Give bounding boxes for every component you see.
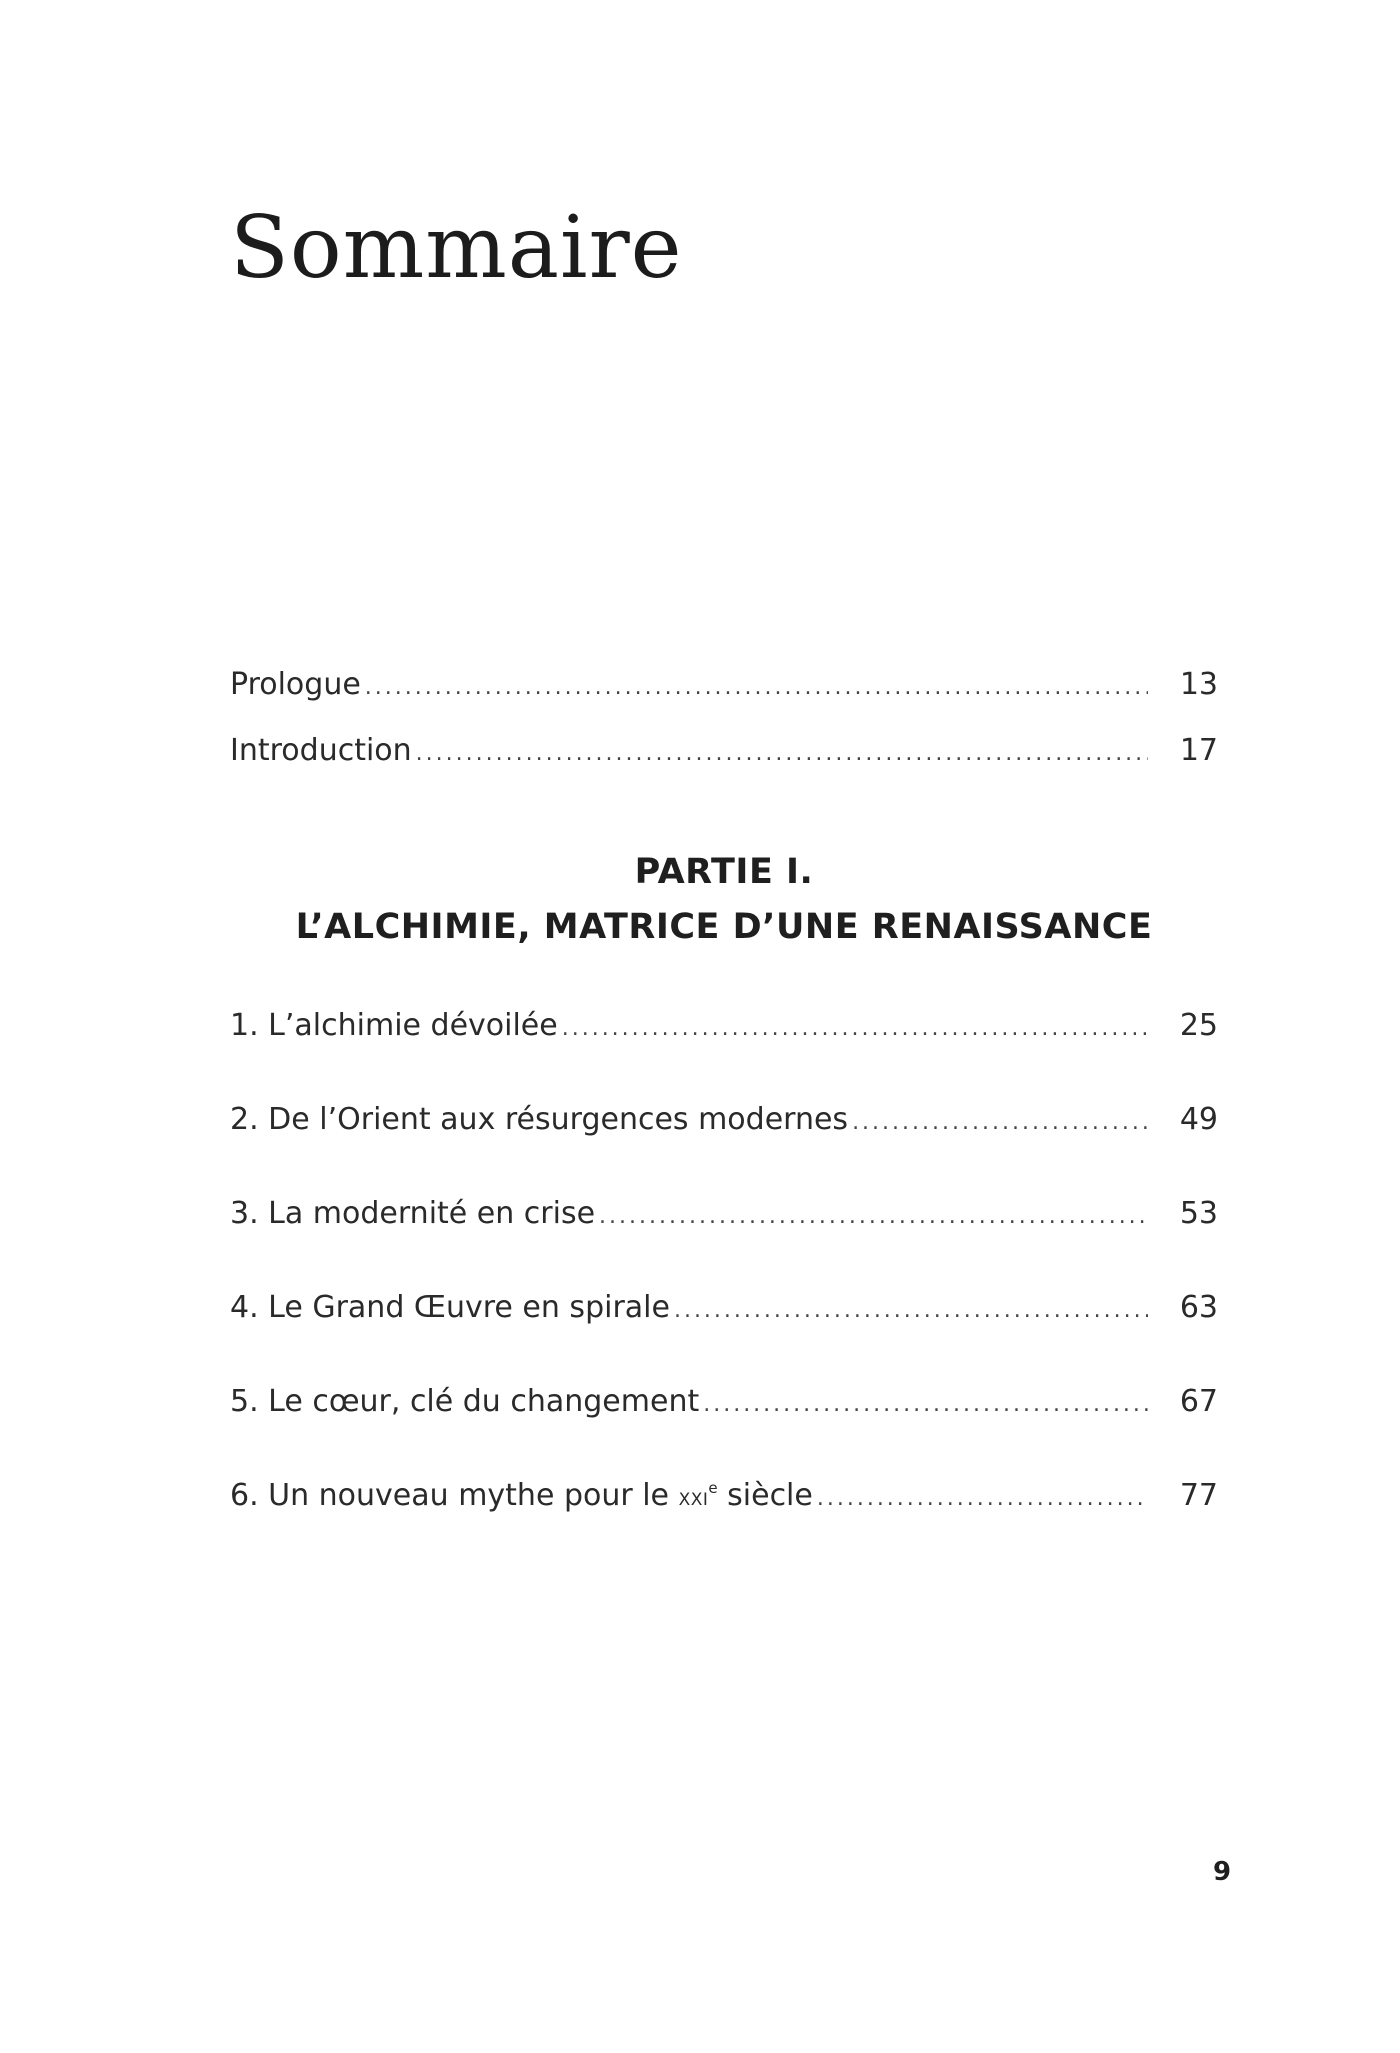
toc-entry-page: 63 [1179,1290,1218,1325]
part-number-heading: PARTIE I. [634,852,814,892]
toc-entry-page: 67 [1179,1384,1218,1419]
toc-entry-label: 4. Le Grand Œuvre en spirale [230,1290,670,1325]
page-title: Sommaire [230,198,683,298]
toc-entry-chapter-6[interactable] [230,1478,1218,1522]
toc-entry-label: 1. L’alchimie dévoilée [230,1008,558,1043]
label-text-after: siècle [717,1478,813,1513]
toc-entry-page: 49 [1179,1102,1218,1137]
toc-entry-label: Prologue [230,667,361,702]
toc-entry-label: 5. Le cœur, clé du changement [230,1384,700,1419]
page-number: 9 [1213,1857,1232,1887]
toc-entry-chapter-5[interactable] [230,1384,1218,1428]
toc-entry-introduction[interactable] [230,733,1218,777]
toc-entry-chapter-1[interactable] [230,1008,1218,1052]
toc-entry-page: 53 [1179,1196,1218,1231]
toc-entry-label [230,1478,813,1513]
century-small-caps: XXI [678,1490,709,1510]
label-text-before: 6. Un nouveau mythe pour le [230,1478,679,1513]
dot-leader [817,1486,1148,1511]
toc-entry-page: 25 [1179,1008,1218,1043]
dot-leader [416,741,1148,766]
part-title-heading: L’ALCHIMIE, MATRICE D’UNE RENAISSANCE [295,907,1153,947]
dot-leader [703,1392,1148,1417]
toc-entry-label: 2. De l’Orient aux résurgences modernes [230,1102,849,1137]
toc-entry-chapter-2[interactable] [230,1102,1218,1146]
toc-entry-prologue[interactable] [230,667,1218,711]
dot-leader [562,1016,1148,1041]
toc-entry-chapter-3[interactable] [230,1196,1218,1240]
dot-leader [852,1110,1148,1135]
toc-entry-label: 3. La modernité en crise [230,1196,596,1231]
dot-leader [365,675,1148,700]
dot-leader [599,1204,1148,1229]
toc-entry-label: Introduction [230,733,412,768]
toc-entry-page: 17 [1179,733,1218,768]
toc-entry-page: 13 [1179,667,1218,702]
toc-entry-page: 77 [1179,1478,1218,1513]
century-superscript: e [708,1479,718,1497]
dot-leader [674,1298,1148,1323]
toc-entry-chapter-4[interactable] [230,1290,1218,1334]
